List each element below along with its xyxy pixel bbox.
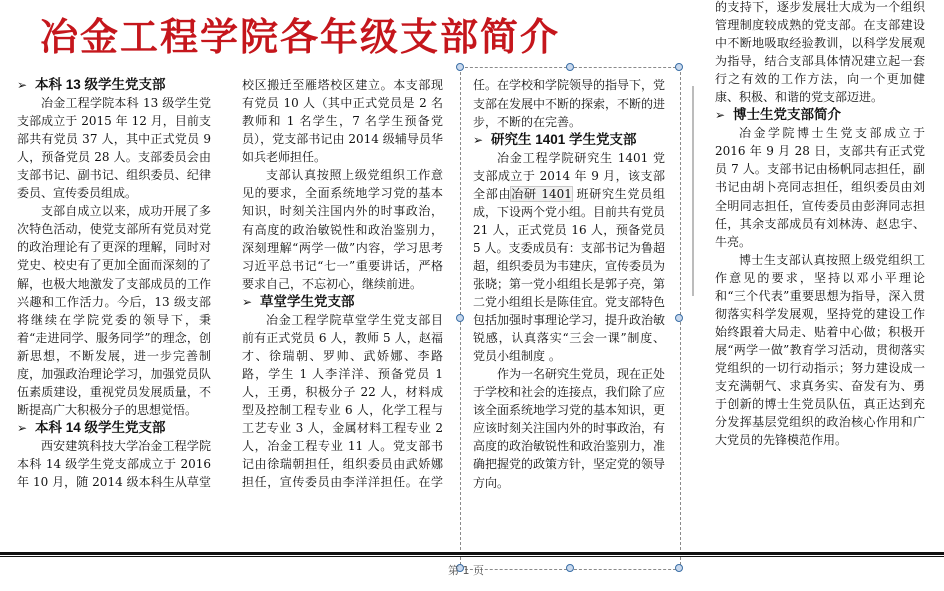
section-heading-caotang: ➢ 草堂学生党支部 xyxy=(242,293,443,311)
text-box-selection-frame[interactable] xyxy=(460,67,681,570)
page-title: 冶金工程学院各年级支部简介 xyxy=(40,17,561,59)
arrow-bullet-icon: ➢ xyxy=(242,294,253,309)
paragraph: 冶金工程学院研究生 1401 党支部成立于 2014 年 9 月，该支部全部由冶研 1401 班研究生党员组成，下设两个党小组。目前共有党员 21 人，正式党员 16 人，预备党员 5 人。支委成员有：支部书记为鲁超超，组织委员为韦建庆，宣传委员为张晓；第一党小组组长是郭子亮，第二党小组组长是陈佳宜。党支部特色包括加强时事理论学习，提升政治敏锐感，认真落实“三会一课”制度、党员小组制度 。 xyxy=(473,150,665,364)
resize-handle-middle-left[interactable] xyxy=(456,314,464,322)
paragraph-continued: 校区搬迁至雁塔校区建立。本支部现有党员 10 人（其中正式党员是 2 名教师和 1 名学生，7 名学生预备党员），党支部书记由 2014 级辅导员华如兵老师担任。 xyxy=(242,78,443,165)
section-heading-undergrad-13: ➢ 本科 13 级学生党支部 xyxy=(17,76,211,94)
paragraph-continued: 任。在学校和学院领导的指导下，党支部在发展中不断的探索，不断的进步，不断的在完善。 xyxy=(473,78,665,129)
column-2 xyxy=(242,76,443,548)
scroll-indicator[interactable] xyxy=(692,86,694,296)
arrow-bullet-icon: ➢ xyxy=(17,78,28,92)
paragraph: 支部自成立以来，成功开展了多次特色活动，使党支部所有党员对党的政治理论有了更深的理解，同时对党史、校史有了更加全面而深刻的了解，也极大地激发了支部成员的工作兴趣和工作活力。今后，13 级支部将继续在学院党委的领导下，秉着“走进同学、服务同学”的理念，创新思想，不断发展，进一步完善制度，加强政治理论学习，加强党员队伍素质建设，重视党员发展质量，不断提高广大积极分子的思想觉悟。 xyxy=(17,204,211,417)
arrow-bullet-icon: ➢ xyxy=(473,132,484,147)
paragraph-continued: 的支持下，逐步发展壮大成为一个组织管理制度较成熟的党支部。在支部建设中不断地吸取经验教训，以科学发展观为指导，结合支部具体情况建立起一套行之有效的工作方法，向一个更加健康、积极、和谐的党支部迈进。 xyxy=(715,0,925,105)
column-1 xyxy=(17,76,211,491)
paragraph: 冶金工程学院草堂学生党支部目前有正式党员 6 人，教师 5 人，赵福才、徐瑞朝、罗帅、武娇娜、李路路，学生 1 人李洋洋、预备党员 1 人，王勇，积极分子 22 人，材料成型及控制工程专业 6 人，化学工程与工艺专业 3 人，金属材料工程专业 2 人，冶金工程专业 11 人。党支部书记由徐瑞朝担任，组织委员由武娇娜担任，宣传委员由李洋洋担任。在学 xyxy=(242,312,443,490)
resize-handle-top-left[interactable] xyxy=(456,63,464,71)
section-heading-phd: ➢ 博士生党支部简介 xyxy=(715,106,925,124)
paragraph: 支部认真按照上级党组织工作意见的要求，全面系统地学习党的基本知识，时刻关注国内外的时事政治，有高度的政治敏锐性和政治鉴别力，深刻理解“两学一做”内容，学习思考习近平总书记“七一”重要讲话，严格要求自己，不忘初心，继续前进。 xyxy=(242,168,443,291)
paragraph: 冶金学院博士生党支部成立于 2016 年 9 月 28 日，支部共有正式党员 7 人。支部书记由杨帆同志担任，副书记由胡卜亮同志担任，组织委员由刘全明同志担任，宣传委员由彭湃同志担任，其余支部成员有刘林涛、赵忠宇、牛亮。 xyxy=(715,126,925,249)
resize-handle-bottom-right[interactable] xyxy=(675,564,683,572)
resize-handle-top-right[interactable] xyxy=(675,63,683,71)
bottom-rule-thick xyxy=(0,552,944,555)
paragraph: 冶金工程学院本科 13 级学生党支部成立于 2015 年 12 月，目前支部共有党员 37 人，其中正式党员 9 人，预备党员 28 人。支部委员会由支部书记、副书记、组织委员、纪律委员、宣传委员组成。 xyxy=(17,96,211,201)
arrow-bullet-icon: ➢ xyxy=(17,420,28,435)
paragraph: 博士生支部认真按照上级党组织工作意见的要求，坚持以邓小平理论和“三个代表”重要思想为指导，深入贯彻落实科学发展观，坚持党的建设工作始终跟着大局走、贴着中心做；积极开展“两学一做”教育学习活动，贯彻落实党组织的一切行动指示；努力建设成一支充满朝气、求真务实、奋发有为、勇于创新的博士生党员队伍，真正达到充分发挥基层党组织的政治核心作用和广大党员的先锋模范作用。 xyxy=(715,252,925,448)
resize-handle-bottom-center[interactable] xyxy=(566,564,574,572)
resize-handle-top-center[interactable] xyxy=(566,63,574,71)
text-cursor-highlight[interactable]: 冶研 1401 xyxy=(511,186,572,201)
page-number: 第 1 页 xyxy=(448,564,484,577)
arrow-bullet-icon: ➢ xyxy=(715,108,726,123)
paragraph: 作为一名研究生党员，现在正处于学校和社会的连接点，我们除了应该全面系统地学习党的基本知识，更应该时刻关注国内外的时事政治，有高度的政治敏锐性和政治鉴别力，准确把握党的政策方针，坚定党的领导方向。 xyxy=(473,367,665,490)
column-4 xyxy=(715,0,925,449)
section-heading-undergrad-14: ➢ 本科 14 级学生党支部 xyxy=(17,419,211,437)
paragraph: 西安建筑科技大学冶金工程学院本科 14 级学生党支部成立于 2016 年 10 月，随 2014 级本科生从草堂 xyxy=(17,438,211,490)
resize-handle-middle-right[interactable] xyxy=(675,314,683,322)
section-heading-graduate-1401: ➢ 研究生 1401 学生党支部 xyxy=(473,131,665,149)
bottom-rule-thin xyxy=(0,556,944,557)
